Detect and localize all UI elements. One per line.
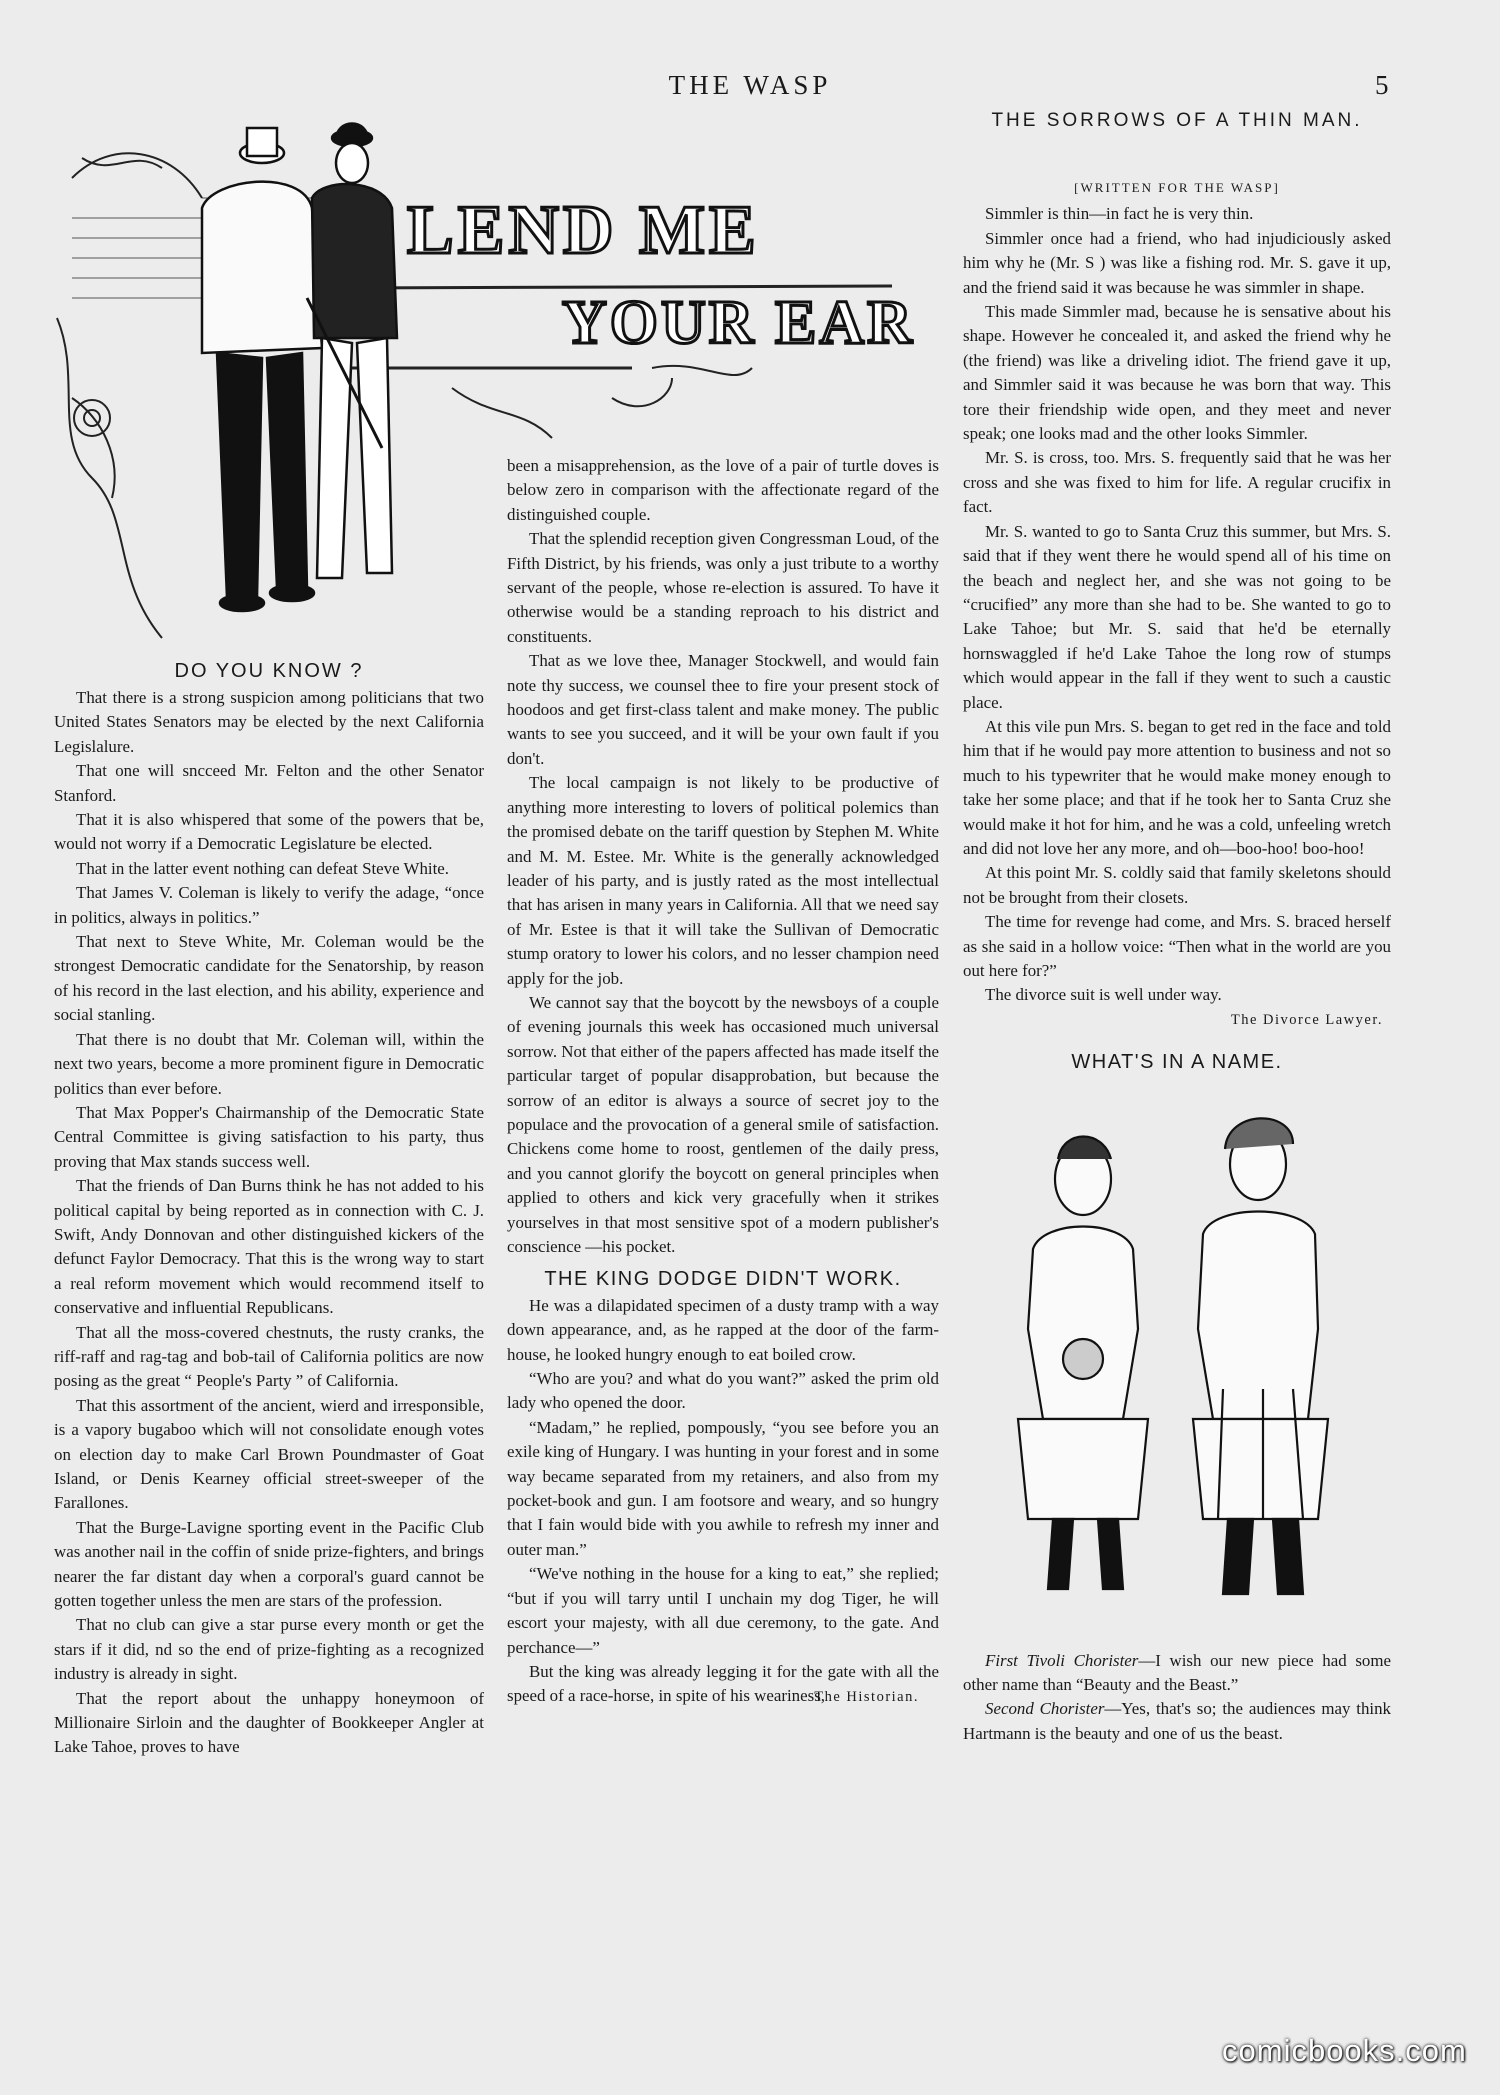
sorrows-heading: THE SORROWS OF A THIN MAN.	[991, 110, 1363, 131]
col3-paragraph: At this point Mr. S. coldly said that family skeletons should not be brought from their closets.	[963, 863, 1391, 907]
historian-signature: The Historian.	[814, 1688, 919, 1705]
col2-paragraph: But the king was already legging it for the gate with all the speed of a race-horse, in spite of his weariness,	[507, 1661, 939, 1706]
column-3	[963, 176, 1391, 1746]
col1-paragraph: That this assortment of the ancient, wierd and irresponsible, is a vapory bugaboo which will not consolidate enough votes on election day to make Carl Brown Poundmaster of Goat Island, or Denis Kearney official street-sweeper of the Farallones.	[54, 1395, 484, 1513]
caption-text-2: —Yes, that's so; the audiences may think Hartmann is the beauty and one of us the beast.	[963, 1699, 1391, 1743]
col1-paragraph: That in the latter event nothing can defeat Steve White.	[76, 858, 450, 878]
col2-paragraph: That the splendid reception given Congressman Loud, of the Fifth District, by his friends, was only a just tribute to a worthy servant of the people, whose re-election is assured. To have it otherwise would be a standing reproach to his district and constituents.	[507, 529, 939, 646]
col2-paragraph: “We've nothing in the house for a king to eat,” she replied; “but if you will tarry until I unchain my dog Tiger, he will escort your majesty, with all due ceremony, to the gate. And perchance—”	[507, 1564, 939, 1657]
col2-paragraph: “Who are you? and what do you want?” asked the prim old lady who opened the door.	[507, 1369, 939, 1413]
col1-paragraph: That next to Steve White, Mr. Coleman would be the strongest Democratic candidate for the Senatorship, by reason of his record in the last election, and his ability, experience and social stanling.	[54, 932, 484, 1025]
col1-paragraph: That it is also whispered that some of the powers that be, would not worry if a Democratic Legislature be elected.	[54, 810, 484, 854]
col3-paragraph: Mr. S. is cross, too. Mrs. S. frequently said that he was her cross and she was fixed to him for life. A regular crucifix in fact.	[963, 448, 1391, 517]
col2-paragraph: The local campaign is not likely to be productive of anything more interesting to lovers of political polemics than the promised debate on the tariff question by Stephen M. White and M. M. Estee. Mr. White is the generally acknowledged leader of his party, and is justly rated as the most intellectual that has arisen in many years in California. All that we need say of Mr. Estee is that it will take the Sullivan of Democratic stump oratory to lower his colors, and no lesser champion need apply for the job.	[507, 773, 939, 988]
banner-line-1: LEND ME	[407, 192, 760, 269]
col1-paragraph: That all the moss-covered chestnuts, the rusty cranks, the riff-raff and rag-tag and bob-tail of California politics are now posing as the great “ People's Party ” of California.	[54, 1322, 484, 1391]
col1-paragraph: That the report about the unhappy honeymoon of Millionaire Sirloin and the daughter of Bookkeeper Angler at Lake Tahoe, proves to have	[54, 1688, 484, 1757]
col1-paragraph: That James V. Coleman is likely to verify the adage, “once in politics, always in politics.”	[54, 883, 484, 927]
col1-paragraph: That one will sncceed Mr. Felton and the other Senator Stanford.	[54, 761, 484, 805]
caption-speaker-1: First Tivoli Chorister	[985, 1650, 1139, 1670]
col3-paragraph: This made Simmler mad, because he is sensative about his shape. However he concealed it, and asked the friend why he (the friend) was like a driveling idiot. The friend gave it up, and Simmler said it was because he was born that way. This tore their friendship wide open, and they meet and never speak; one looks mad and the other looks Simmler.	[963, 302, 1391, 444]
column-1	[54, 686, 484, 1760]
divorce-lawyer-signature: The Divorce Lawyer.	[1230, 1011, 1383, 1028]
col2-paragraph: been a misapprehension, as the love of a pair of turtle doves is below zero in comparison with the affectionate regard of the distinguished couple.	[507, 456, 939, 524]
written-for-note: [WRITTEN FOR THE WASP]	[1074, 180, 1280, 195]
col1-paragraph: That there is no doubt that Mr. Coleman will, within the next two years, become a more prominent figure in Democratic politics than ever before.	[54, 1029, 484, 1098]
col2-paragraph: He was a dilapidated specimen of a dusty tramp with a way down appearance, and, as he rapped at the door of the farm-house, he looked hungry enough to eat boiled crow.	[507, 1295, 939, 1364]
col2-paragraph: We cannot say that the boycott by the newsboys of a couple of evening journals this week has occasioned much universal sorrow. Not that either of the papers affected has made itself the particular target of popular disapprobation, but because the sorrow of an editor is always a source of secret joy to the populace and the provocation of a general smile of satisfaction. Chickens come home to roost, gentlemen of the daily press, and you cannot glorify the boycott on general principles when applied to others and kick very gracefully when it strikes yourselves in that most sensitive spot of a modern publisher's conscience —his pocket.	[507, 992, 939, 1256]
caption-speaker-2: Second Chorister	[985, 1699, 1105, 1719]
col1-paragraph: That the Burge-Lavigne sporting event in the Pacific Club was another nail in the coffin of snide prize-fighters, and brings nearer the far distant day when a corporal's guard cannot be gotten together unless the men are stars of the profession.	[54, 1517, 484, 1611]
caption-line-1	[963, 1649, 1391, 1698]
col3-paragraph: The divorce suit is well under way.	[985, 985, 1222, 1005]
caption-line-2	[963, 1697, 1391, 1746]
king-dodge-heading: THE KING DODGE DIDN'T WORK.	[544, 1268, 902, 1291]
two-choristers-illustration	[963, 1089, 1391, 1639]
col3-paragraph: Simmler is thin—in fact he is very thin.	[985, 204, 1254, 224]
col1-paragraph: That Max Popper's Chairmanship of the Democratic State Central Committee is giving satisfaction to his party, thus proving that Max stands success well.	[54, 1102, 484, 1171]
whats-in-a-name-heading: WHAT'S IN A NAME.	[1071, 1051, 1283, 1074]
col3-paragraph: The time for revenge had come, and Mrs. S. braced herself as she said in a hollow voice: “Then what in the world are you out here for?”	[963, 912, 1391, 980]
col1-paragraph: That the friends of Dan Burns think he has not added to his political capital by being reported as in connection with C. J. Swift, Andy Donnovan and other distinguished kickers of the defunct Faylor Democracy. That this is the wrong way to start a real reform movement which would recommend itself to conservative and influential Republicans.	[54, 1176, 484, 1318]
col1-paragraph: That there is a strong suspicion among politicians that two United States Senators may be elected by the next California Legislalure.	[54, 688, 484, 756]
watermark: comicbooks.com	[1222, 2033, 1467, 2068]
caption-text-1: —I wish our new piece had some other name than “Beauty and the Beast.”	[963, 1650, 1391, 1695]
running-head-title: THE WASP	[668, 70, 832, 100]
col3-paragraph: Mr. S. wanted to go to Santa Cruz this summer, but Mrs. S. said that if they went there he would spend all of his time on the beach and neglect her, and she was not going to be “crucified” any more than she had to be. She wanted to go to Lake Tahoe; but Mr. S. said that he'd be eternally hornswaggled if he'd Lake Tahoe the long row of stumps which would appear in the fall if they went to such a caustic place.	[963, 521, 1391, 712]
col2-paragraph: “Madam,” he replied, pompously, “you see before you an exile king of Hungary. I was hunting in your forest and in some way became separated from my retainers, and also from my pocket-book and gun. I am footsore and weary, and so hungry that I fain would bide with you awhile to refresh my inner and outer man.”	[507, 1417, 939, 1559]
banner-line-2: YOUR EAR	[562, 289, 915, 357]
page-number: 5	[1375, 70, 1389, 100]
col3-paragraph: Simmler once had a friend, who had injudiciously asked him why he (Mr. S ) was like a fishing rod. Mr. S. gave it up, and the friend said it was because he was simmler in shape.	[963, 228, 1391, 297]
col3-paragraph: At this vile pun Mrs. S. began to get red in the face and told him that if he would pay more attention to business and not so much to his typewriter that he would make money enough to take her some place; and that if he took her to Santa Cruz she would make it hot for him, and he was a cold, unfeeling wretch and did not love her any more, and oh—boo-hoo! boo-hoo!	[963, 716, 1391, 858]
column-2	[507, 454, 939, 1709]
col1-paragraph: That no club can give a star purse every month or get the stars if it did, nd so the end of prize-fighting as a recognized industry is already in sight.	[54, 1615, 484, 1684]
do-you-know-heading: DO YOU KNOW ?	[174, 660, 364, 682]
col2-paragraph: That as we love thee, Manager Stockwell, and would fain note thy success, we counsel thee to fire your present stock of hoodoos and get first-class talent and make money. The public wants to see you succeed, and it will be your own fault if you don't.	[507, 651, 939, 768]
